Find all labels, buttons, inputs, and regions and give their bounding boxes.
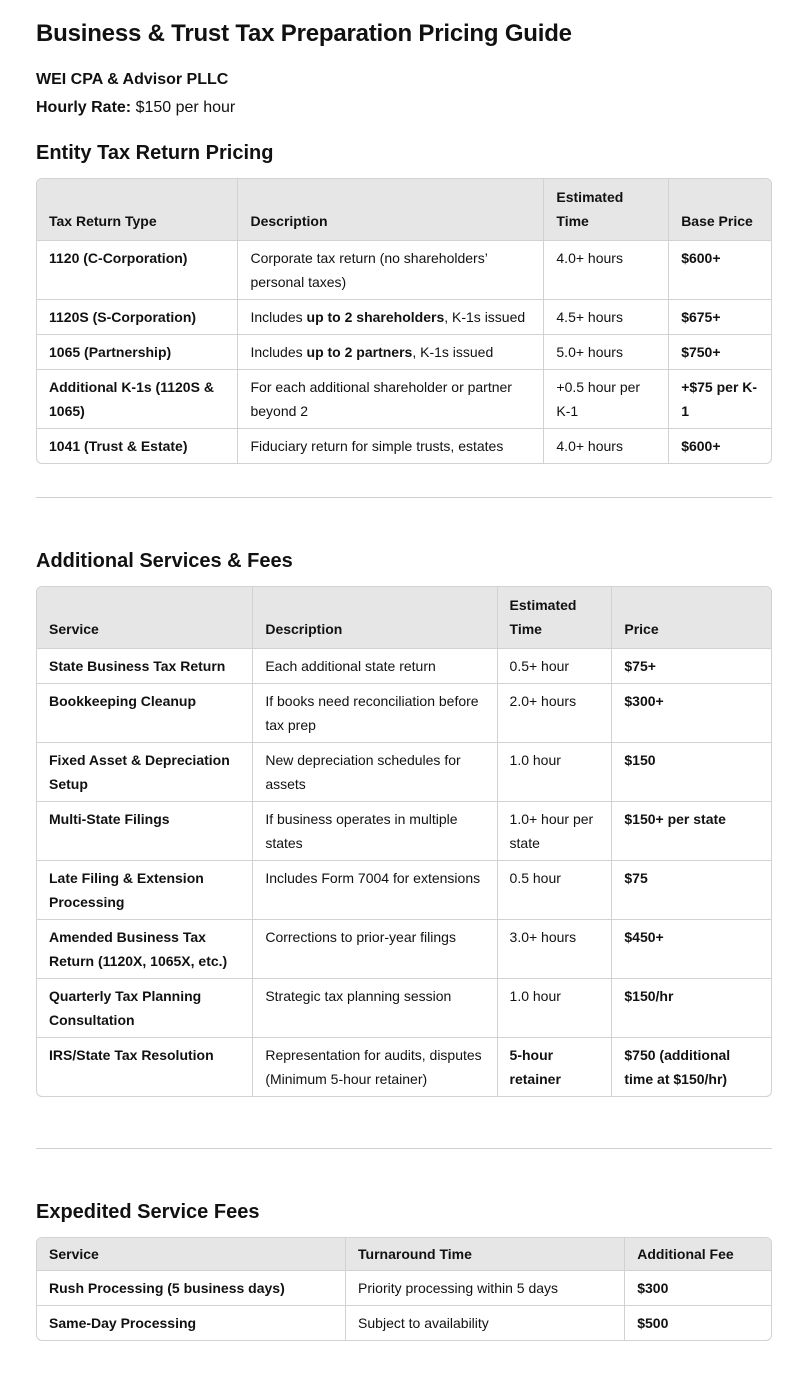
return-type-cell: 1065 (Partnership)	[37, 335, 238, 370]
table-row	[37, 802, 771, 861]
price-cell: $675+	[669, 300, 771, 335]
table-row	[37, 370, 771, 429]
price-cell: $75	[612, 861, 771, 920]
column-header: Description	[253, 587, 497, 649]
time-cell: 1.0+ hour per state	[498, 802, 613, 861]
description-text: Fiduciary return for simple trusts, estates	[250, 438, 504, 454]
service-cell: Fixed Asset & Depreciation Setup	[37, 743, 253, 802]
additional-services-table	[36, 586, 772, 1097]
entity-pricing-table	[36, 178, 772, 464]
description-cell: Includes Form 7004 for extensions	[253, 861, 497, 920]
table-row	[37, 1306, 771, 1340]
service-cell: Late Filing & Extension Processing	[37, 861, 253, 920]
service-cell: State Business Tax Return	[37, 649, 253, 684]
time-cell: +0.5 hour per K-1	[544, 370, 669, 429]
expedited-fees-table	[36, 1237, 772, 1341]
time-cell: 4.5+ hours	[544, 300, 669, 335]
description-cell: If books need reconciliation before tax prep	[253, 684, 497, 743]
time-cell: 3.0+ hours	[498, 920, 613, 979]
expedited-section-heading: Expedited Service Fees	[36, 1201, 260, 1223]
table-row	[37, 861, 771, 920]
price-cell: $75+	[612, 649, 771, 684]
time-cell: 5.0+ hours	[544, 335, 669, 370]
column-header: Base Price	[669, 179, 771, 241]
return-type-cell: 1041 (Trust & Estate)	[37, 429, 238, 463]
description-cell: Representation for audits, disputes (Minimum 5-hour retainer)	[253, 1038, 497, 1096]
description-text: Corporate tax return (no shareholders’ personal taxes)	[250, 250, 488, 290]
description-text: , K-1s issued	[444, 309, 526, 325]
firm-name: WEI CPA & Advisor PLLC	[36, 71, 229, 88]
fee-cell: $300	[625, 1271, 771, 1306]
column-header: Tax Return Type	[37, 179, 238, 241]
hourly-rate-value: $150 per hour	[135, 99, 236, 116]
description-cell	[238, 429, 544, 463]
price-cell: $600+	[681, 438, 721, 454]
service-cell: Multi-State Filings	[37, 802, 253, 861]
table-row	[37, 335, 771, 370]
time-cell: 1.0 hour	[498, 743, 613, 802]
table-row	[37, 1271, 771, 1306]
table-header-row	[37, 1238, 771, 1271]
table-row	[37, 649, 771, 684]
price-cell: $150	[612, 743, 771, 802]
return-type-cell: 1120S (S-Corporation)	[37, 300, 238, 335]
description-text: Includes	[250, 309, 307, 325]
column-header: Service	[37, 1238, 346, 1271]
column-header: Service	[37, 587, 253, 649]
description-cell: If business operates in multiple states	[253, 802, 497, 861]
time-cell: 0.5 hour	[498, 861, 613, 920]
price-cell: $450+	[612, 920, 771, 979]
price-cell: $300+	[612, 684, 771, 743]
description-text: For each additional shareholder or partner beyond 2	[250, 379, 512, 419]
column-header: Description	[238, 179, 544, 241]
table-row	[37, 429, 771, 463]
service-cell: Same-Day Processing	[37, 1306, 346, 1340]
time-cell: 1.0 hour	[498, 979, 613, 1038]
table-row	[37, 684, 771, 743]
return-type-cell: 1120 (C-Corporation)	[37, 241, 238, 300]
column-header: Estimated Time	[498, 587, 613, 649]
price-cell: $150/hr	[612, 979, 771, 1038]
hourly-rate	[36, 99, 235, 117]
additional-section-heading: Additional Services & Fees	[36, 550, 293, 572]
time-cell: 4.0+ hours	[544, 241, 669, 300]
description-cell: Strategic tax planning session	[253, 979, 497, 1038]
table-row	[37, 1038, 771, 1096]
section-divider	[36, 1148, 772, 1149]
fee-cell: $500	[637, 1315, 669, 1331]
description-emphasis: up to 2 partners	[306, 344, 413, 360]
entity-section-heading: Entity Tax Return Pricing	[36, 142, 274, 164]
column-header: Estimated Time	[544, 179, 669, 241]
description-emphasis: up to 2 shareholders	[306, 309, 445, 325]
time-cell: 4.0+ hours	[544, 429, 669, 463]
table-header-row	[37, 179, 771, 241]
service-cell: Bookkeeping Cleanup	[37, 684, 253, 743]
turnaround-cell: Subject to availability	[346, 1306, 625, 1340]
description-cell	[238, 370, 544, 429]
table-row	[37, 979, 771, 1038]
description-cell	[238, 300, 544, 335]
description-cell: Corrections to prior-year filings	[253, 920, 497, 979]
column-header: Turnaround Time	[346, 1238, 625, 1271]
service-cell: Amended Business Tax Return (1120X, 1065X, etc.)	[37, 920, 253, 979]
time-cell: 0.5+ hour	[498, 649, 613, 684]
turnaround-cell: Priority processing within 5 days	[346, 1271, 625, 1306]
time-cell: 2.0+ hours	[498, 684, 613, 743]
table-row	[37, 241, 771, 300]
price-cell: $600+	[669, 241, 771, 300]
description-text: , K-1s issued	[412, 344, 494, 360]
table-row	[37, 920, 771, 979]
price-cell: $750 (additional time at $150/hr)	[624, 1047, 731, 1087]
page-title: Business & Trust Tax Preparation Pricing Guide	[36, 20, 572, 47]
column-header: Additional Fee	[625, 1238, 771, 1271]
description-cell	[238, 241, 544, 300]
price-cell: $150+ per state	[612, 802, 771, 861]
description-cell: Each additional state return	[253, 649, 497, 684]
hourly-rate-label: Hourly Rate:	[36, 99, 132, 116]
table-row	[37, 300, 771, 335]
description-cell: New depreciation schedules for assets	[253, 743, 497, 802]
time-cell: 5-hour retainer	[498, 1038, 613, 1096]
return-type-cell: Additional K-1s (1120S & 1065)	[37, 370, 238, 429]
section-divider	[36, 497, 772, 498]
price-cell: +$75 per K-1	[669, 370, 771, 429]
service-cell: IRS/State Tax Resolution	[37, 1038, 253, 1096]
column-header: Price	[612, 587, 771, 649]
description-cell	[238, 335, 544, 370]
price-cell: $750+	[669, 335, 771, 370]
table-row	[37, 743, 771, 802]
description-text: Includes	[250, 344, 307, 360]
service-cell: Quarterly Tax Planning Consultation	[37, 979, 253, 1038]
service-cell: Rush Processing (5 business days)	[37, 1271, 346, 1306]
table-header-row	[37, 587, 771, 649]
